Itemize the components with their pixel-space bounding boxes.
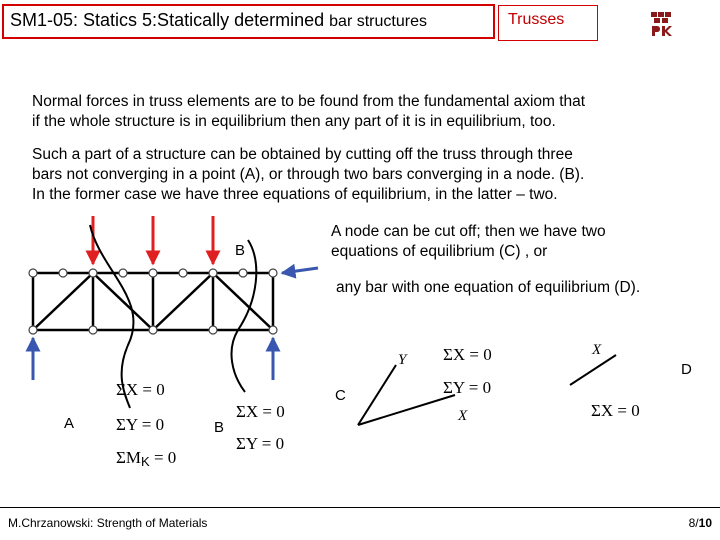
label-A: A bbox=[64, 415, 75, 432]
node bbox=[149, 326, 157, 334]
page-number bbox=[689, 516, 712, 530]
paragraph-2-line-2: bars not converging in a point (A), or through two bars converging in a node. (B). bbox=[32, 166, 585, 183]
horizontal-load bbox=[282, 268, 318, 273]
page-current: 8/ bbox=[688, 516, 699, 530]
title-tail: bar structures bbox=[329, 13, 427, 30]
cut-line-B bbox=[232, 240, 257, 392]
footer-divider bbox=[0, 507, 720, 508]
node bbox=[89, 269, 97, 277]
eq-A-sum-x: ΣX = 0 bbox=[116, 380, 165, 399]
page-total: 10 bbox=[698, 516, 712, 530]
eq-A-sum-m bbox=[116, 448, 176, 468]
cut-lines bbox=[90, 225, 256, 408]
node bbox=[89, 326, 97, 334]
label-C: C bbox=[335, 387, 346, 404]
support-reactions bbox=[33, 268, 318, 380]
eq-D-sum-x: ΣX = 0 bbox=[591, 401, 640, 420]
eq-A-moment-rhs: = 0 bbox=[149, 448, 177, 467]
node bbox=[239, 269, 247, 277]
node bbox=[59, 269, 67, 277]
eq-C-sum-x: ΣX = 0 bbox=[443, 345, 492, 364]
node bbox=[29, 326, 37, 334]
note-line-1: A node can be cut off; then we have two bbox=[331, 223, 606, 240]
label-B-top: B bbox=[235, 242, 246, 259]
paragraph-2-line-3: In the former case we have three equations of equilibrium, in the latter – two. bbox=[32, 186, 558, 203]
note-line-3: any bar with one equation of equilibrium (D). bbox=[336, 279, 641, 296]
paragraph-1-line-2: if the whole structure is in equilibrium then any part of it is in equilibrium, too. bbox=[32, 113, 556, 130]
axis-X-label: X bbox=[458, 408, 468, 424]
title-main: SM1-05: Statics 5:Statically determined bbox=[10, 10, 325, 30]
node bbox=[29, 269, 37, 277]
paragraph-2-line-1: Such a part of a structure can be obtained by cutting off the truss through three bbox=[32, 146, 573, 163]
truss-bars bbox=[33, 273, 273, 330]
node bbox=[209, 269, 217, 277]
eq-B-sum-y: ΣY = 0 bbox=[236, 434, 285, 453]
applied-loads bbox=[93, 216, 213, 264]
eq-B-sum-x: ΣX = 0 bbox=[236, 402, 285, 421]
node bbox=[119, 269, 127, 277]
axis-x-line bbox=[358, 395, 455, 425]
bar-D-line bbox=[570, 355, 616, 385]
eq-A-moment-symbol: ΣM bbox=[116, 448, 142, 467]
diagonal-3 bbox=[153, 273, 213, 330]
note-line-2: equations of equilibrium (C) , or bbox=[331, 243, 548, 260]
eq-A-moment-subscript: K bbox=[141, 454, 150, 469]
eq-C-sum-y: ΣY = 0 bbox=[443, 378, 492, 397]
node bbox=[269, 326, 277, 334]
eq-A-sum-y: ΣY = 0 bbox=[116, 415, 165, 434]
label-B: B bbox=[214, 419, 225, 436]
node bbox=[179, 269, 187, 277]
diagonal-2 bbox=[93, 273, 153, 330]
label-D: D bbox=[681, 361, 692, 378]
footer-author: M.Chrzanowski: Strength of Materials bbox=[8, 516, 208, 530]
node bbox=[269, 269, 277, 277]
node-C-sketch bbox=[358, 365, 455, 425]
topic-label: Trusses bbox=[508, 11, 565, 28]
bar-axis-X-label: X bbox=[592, 342, 602, 358]
node bbox=[149, 269, 157, 277]
diagonal-1 bbox=[33, 273, 93, 330]
node bbox=[209, 326, 217, 334]
paragraph-1-line-1: Normal forces in truss elements are to be found from the fundamental axiom that bbox=[32, 93, 586, 110]
axis-Y-label: Y bbox=[398, 352, 407, 368]
